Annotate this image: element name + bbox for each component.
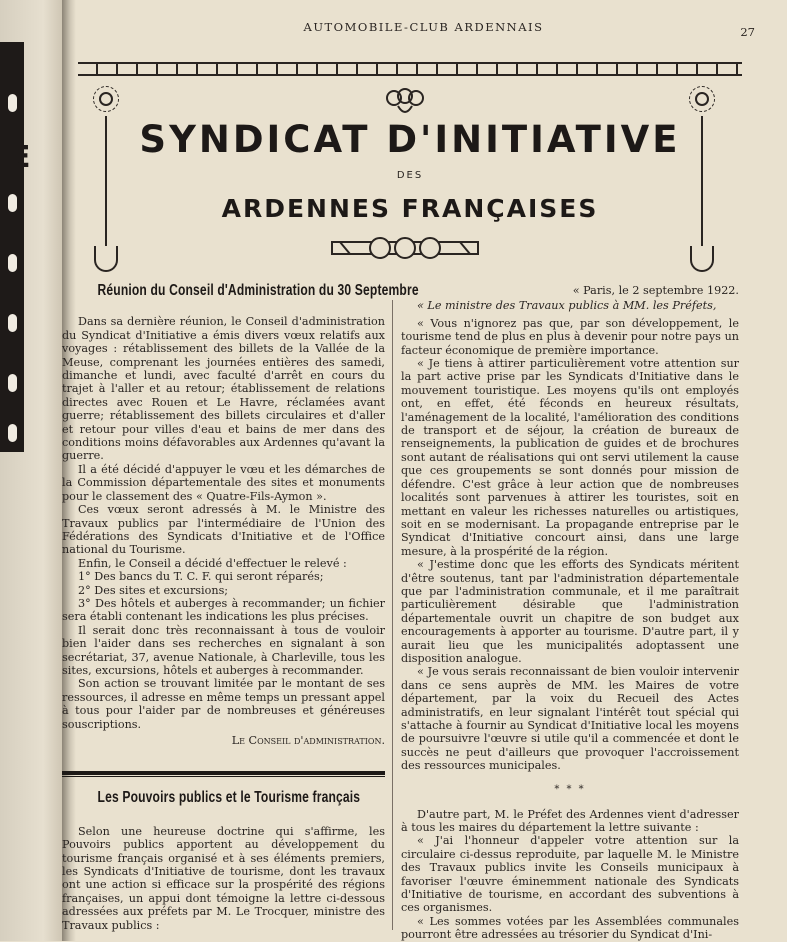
section-divider-thin [62,776,385,777]
bottom-ornament-icon [330,232,480,264]
article-heading: Réunion du Conseil d'Administration du 30 Septembre [97,282,419,299]
post-curl [94,246,118,272]
paragraph: Dans sa dernière réunion, le Conseil d'administration du Syndicat d'Initiative a émis divers vœux relatifs aux voyages : rétablissement des billets de la Vallée de la Meuse, comprenant les journées entières des samedi, dimanche et lundi, avec faculté d'arrêt en cours du trajet à l'aller et au retour; établissement de relations directes avec Rouen et Le Havre, réclamées avant guerre; rétablissement des billets circulaires et d'aller et retour pour villes d'eau et bains de mer dans des conditions moins défavorables aux Ardennes qu'avant la guerre. [62,315,385,463]
list-item: 1° Des bancs du T. C. F. qui seront réparés; [78,570,324,584]
paragraph: D'autre part, M. le Préfet des Ardennes vient d'adresser à tous les maires du département la lettre suivante : [401,807,739,835]
paragraph: Ces vœux seront adressés à M. le Ministre des Travaux publics par l'intermédiaire de l'Union des Fédérations des Syndicats d'Initiative et de l'Office national du Tourisme. [62,503,385,557]
page-header [60,0,787,48]
paragraph: Son action se trouvant limitée par le montant de ses ressources, il adresse en même temps un pressant appel à tous pour l'aider par de nombreuses et généreuses souscriptions. [62,677,385,731]
paragraph: « J'estime donc que les efforts des Syndicats méritent d'être soutenus, tant par l'administration départementale que par l'administration communale, et il me paraîtrait particulièrement désirable que l'administration départementale ouvrit un chapitre de son budget aux encouragements à apporter au tourisme. D'autre part, il y aurait lieu que les municipalités adoptassent une disposition analogue. [401,558,739,665]
paragraph: Il serait donc très reconnaissant à tous de vouloir bien l'aider dans ses recherches en signalant à son secrétariat, 37, avenue Nationale, à Charleville, tous les sites, excursions, hôtels et auberges à recommander. [62,623,385,677]
right-column [401,284,739,942]
running-title: AUTOMOBILE-CLUB ARDENNAIS [303,20,544,34]
paragraph: « Je tiens à attirer particulièrement votre attention sur la part active prise par les Syndicats d'Initiative dans le mouvement touristique. Les moyens qu'ils ont employés ont, en effet, été féconds en heureux résultats, l'aménagement de la localité, l'amélioration des conditions de transport et de séjour, la création de bureaux de renseignements, la publication de guides et de brochures sont autant de réalisations qui ont servi utilement la cause que ces groupements se sont donnés pour mission de défendre. C'est grâce à leur action que de nombreuses localités sont parvenues à attirer les touristes, soit en mettant en valeur les richesses naturelles ou artistiques, soit en se modernisant. La propagande entreprise par le Syndicat d'Initiative concourt ainsi, dans une large mesure, à la prospérité de la région. [401,357,739,558]
previous-page-edge [0,0,62,941]
paragraph: « Vous n'ignorez pas que, par son développement, le tourisme tend de plus en plus à devenir pour notre pays un facteur économique de première importance. [401,316,739,357]
medallion-icon [689,86,715,112]
post-curl [690,246,714,272]
ring-ornament [6,92,19,114]
page-number: 27 [740,25,755,39]
masthead [78,56,742,276]
letter-salutation: « Le ministre des Travaux publics à MM. les Préfets, [417,299,717,313]
masthead-connector: DES [396,170,424,181]
letter-dateline: « Paris, le 2 septembre 1922. [572,284,739,297]
paragraph: « J'ai l'honneur d'appeler votre attention sur la circulaire ci-dessus reproduite, par laquelle M. le Ministre des Travaux publics invite les Conseils municipaux à favoriser l'œuvre éminemment nationale des Syndicats d'Initiative de tourisme, en accordant des subventions à ces organismes. [401,834,739,915]
ring-ornament [6,312,19,334]
left-ornamental-post [92,86,120,276]
signature: Le Conseil d'administration. [231,734,385,747]
ring-ornament [6,372,19,394]
previous-page-black-bar [0,42,24,452]
ring-ornament [6,252,19,274]
paragraph: Selon une heureuse doctrine qui s'affirme, les Pouvoirs publics apportent au développement du tourisme français organisé et à ses éléments premiers, les Syndicats d'Initiative de tourisme, dont les travaux ont une action si efficace sur la prospérité des régions françaises, un appui dont témoigne la lettre ci-dessous adressées aux préfets par M. Le Trocquer, ministre des Travaux publics : [62,824,385,932]
article-heading: Les Pouvoirs publics et le Tourisme français [97,789,361,807]
medallion-icon [93,86,119,112]
paragraph: Enfin, le Conseil a décidé d'effectuer le relevé : [78,556,347,570]
masthead-subtitle: ARDENNES FRANÇAISES [221,194,599,223]
left-column [62,282,419,932]
previous-page-letter: E [10,140,31,175]
column-rule [392,300,393,930]
paragraph: « Les sommes votées par les Assemblées communales pourront être adressées au trésorier du Syndicat d'Ini- [401,914,739,942]
asterism: * * * [554,783,586,795]
ornamental-top-border [78,62,742,76]
masthead-title: SYNDICAT D'INITIATIVE [139,118,681,161]
paragraph: Il a été décidé d'appuyer le vœu et les démarches de la Commission départementale des sites et monuments pour le classement des « Quatre-Fils-Aymon ». [62,462,385,503]
list-item: 3° Des hôtels et auberges à recommander; un fichier sera établi contenant les indications les plus précises. [62,596,385,624]
right-ornamental-post [688,86,716,276]
floral-ornament-icon [382,86,428,120]
section-divider [62,771,385,775]
ring-ornament [6,192,19,214]
paragraph: « Je vous serais reconnaissant de bien vouloir intervenir dans ce sens auprès de MM. les Maires de votre département, par la voix du Recueil des Actes administratifs, en leur signalant l'intérêt tout spécial qui s'attache à fournir au Syndicat d'Initiative local les moyens de poursuivre l'œuvre si utile qu'il a commencée et dont le succès ne peut d'ailleurs que provoquer l'accroissement des ressources municipales. [401,665,739,773]
list-item: 2° Des sites et excursions; [78,583,229,597]
ring-ornament [6,422,19,444]
